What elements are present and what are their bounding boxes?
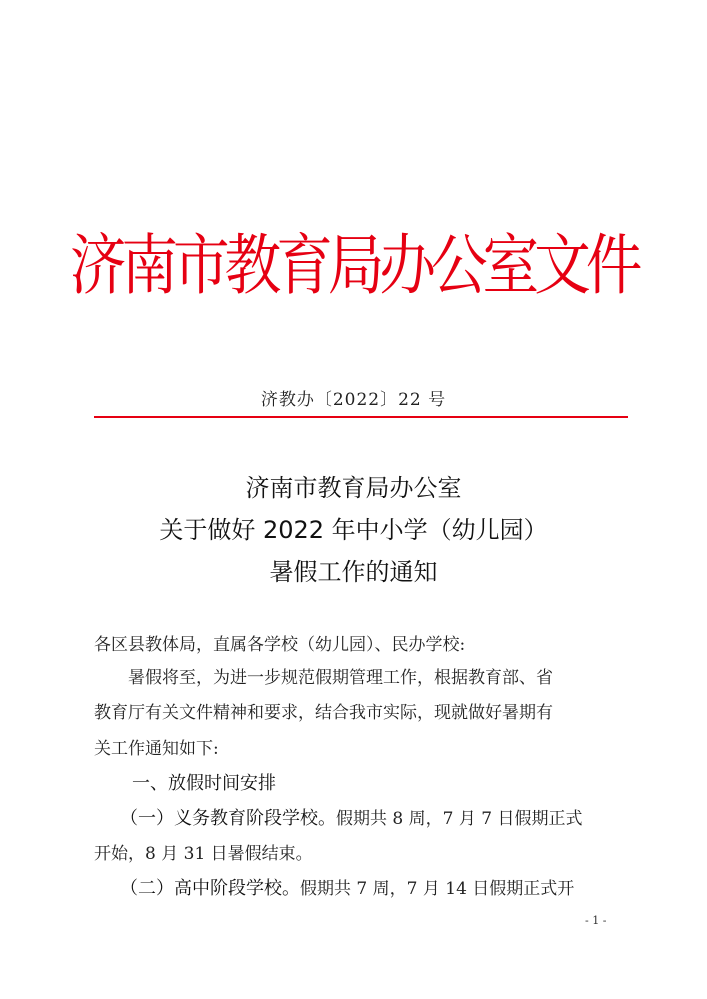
item-1-line-2: 开始，8 月 31 日暑假结束。 xyxy=(94,844,313,864)
item-2-text: 假期共 7 周，7 月 14 日假期正式开 xyxy=(300,879,575,899)
notice-title-line-1: 济南市教育局办公室 xyxy=(245,474,462,502)
paragraph-line-1: 暑假将至，为进一步规范假期管理工作，根据教育部、省 xyxy=(128,668,553,688)
item-1-label: （一）义务教育阶段学校。 xyxy=(120,808,336,829)
notice-title-line-2: 关于做好 2022 年中小学（幼儿园） xyxy=(159,516,548,544)
item-2-line-1 xyxy=(120,874,574,900)
item-1-line-1 xyxy=(120,804,582,830)
paragraph-line-2: 教育厅有关文件精神和要求，结合我市实际，现就做好暑期有 xyxy=(94,703,553,723)
document-number: 济教办〔2022〕22 号 xyxy=(260,390,447,410)
paragraph-line-3: 关工作通知如下: xyxy=(94,739,219,759)
item-2-label: （二）高中阶段学校。 xyxy=(120,878,300,899)
section-heading-1: 一、放假时间安排 xyxy=(132,773,276,794)
notice-title-line-3: 暑假工作的通知 xyxy=(269,558,438,586)
item-1-text: 假期共 8 周，7 月 7 日假期正式 xyxy=(336,809,583,829)
page-number: - 1 - xyxy=(585,914,607,927)
red-header-title: 济南市教育局办公室文件 xyxy=(69,227,638,304)
red-divider xyxy=(94,416,628,418)
addressee: 各区县教体局，直属各学校（幼儿园）、民办学校: xyxy=(94,635,466,655)
